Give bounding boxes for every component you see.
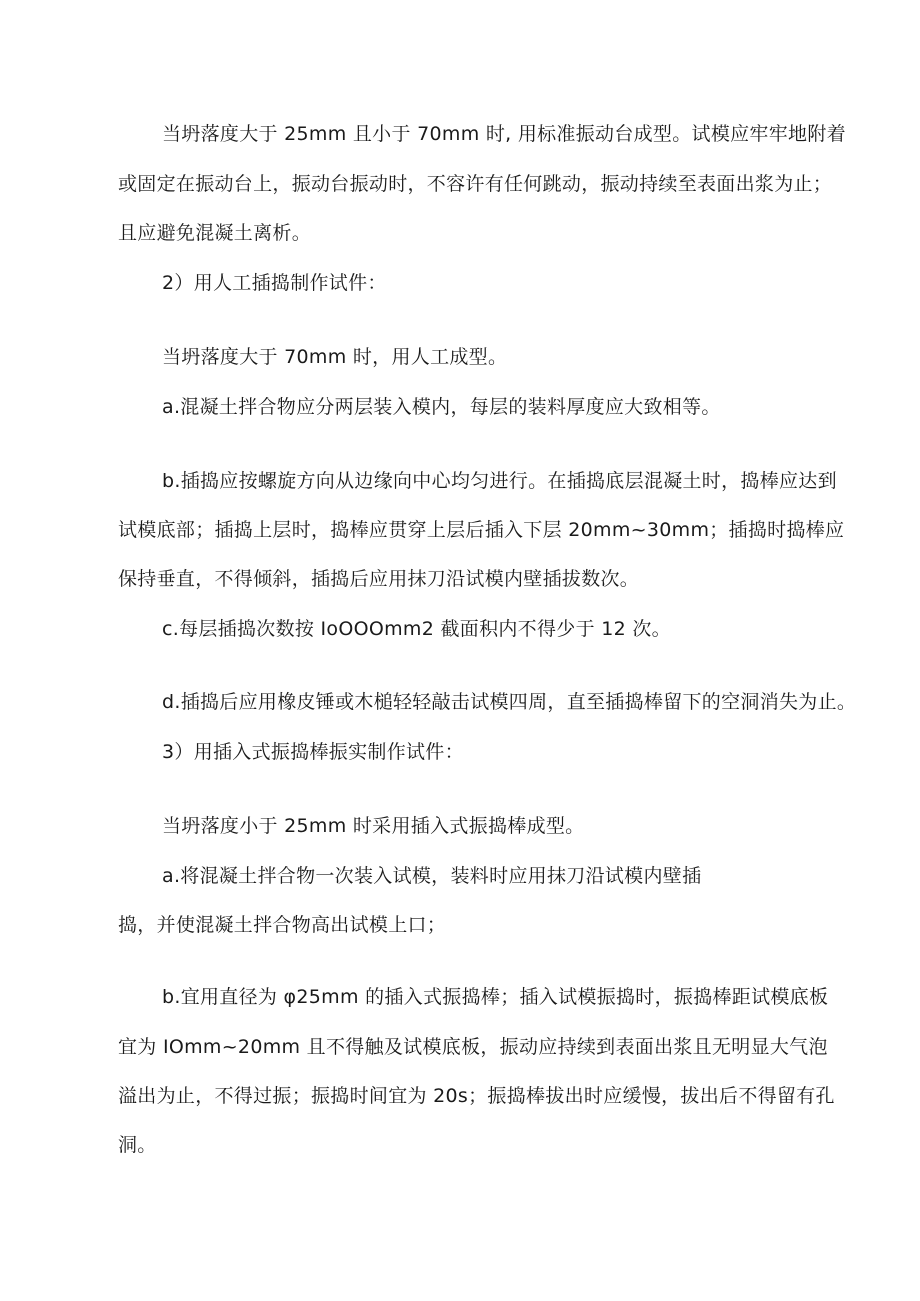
item-b-vibrator-line-2: 宜为 IOmm~20mm 且不得触及试模底板，振动应持续到表面出浆且无明显大气泡 [118, 1036, 828, 1058]
item-b-line-3: 保持垂直，不得倾斜，插捣后应用抹刀沿试模内壁插拔数次。 [118, 568, 640, 590]
paragraph-slump-over-70: 当坍落度大于 70mm 时，用人工成型。 [162, 346, 508, 368]
item-a-two-layers: a.混凝土拌合物应分两层装入模内，每层的装料厚度应大致相等。 [162, 396, 721, 418]
section-heading-vibrator: 3）用插入式振捣棒振实制作试件： [162, 741, 464, 763]
item-b-line-1: b.插捣应按螺旋方向从边缘向中心均匀进行。在插捣底层混凝土时，捣棒应达到 [162, 470, 837, 492]
item-a-single-fill-line-2: 捣，并使混凝土拌合物高出试模上口； [118, 914, 447, 936]
item-c-tamping-count: c.每层插捣次数按 IoOOOmm2 截面积内不得少于 12 次。 [162, 618, 671, 640]
paragraph-1-line-1: 当坍落度大于 25mm 且小于 70mm 时, 用标准振动台成型。试模应牢牢地附着 [162, 123, 846, 145]
paragraph-slump-under-25: 当坍落度小于 25mm 时采用插入式振捣棒成型。 [162, 815, 585, 837]
item-b-vibrator-line-1: b.宜用直径为 φ25mm 的插入式振捣棒；插入试模振捣时，振捣棒距试模底板 [162, 986, 829, 1008]
item-b-vibrator-line-3: 溢出为止，不得过振；振捣时间宜为 20s；振捣棒拔出时应缓慢，拔出后不得留有孔 [118, 1085, 835, 1107]
item-b-vibrator-line-4: 洞。 [118, 1134, 157, 1156]
section-heading-manual-tamping: 2）用人工插捣制作试件： [162, 272, 387, 294]
paragraph-1-line-2: 或固定在振动台上，振动台振动时，不容许有任何跳动，振动持续至表面出浆为止； [118, 173, 833, 195]
item-b-line-2: 试模底部；插捣上层时，捣棒应贯穿上层后插入下层 20mm~30mm；插捣时捣棒应 [118, 519, 845, 541]
item-d-tapping: d.插捣后应用橡皮锤或木槌轻轻敲击试模四周，直至插捣棒留下的空洞消失为止。 [162, 691, 857, 713]
item-a-single-fill-line-1: a.将混凝土拌合物一次装入试模，装料时应用抹刀沿试模内壁插 [162, 865, 702, 887]
paragraph-1-line-3: 且应避免混凝土离析。 [118, 222, 312, 244]
